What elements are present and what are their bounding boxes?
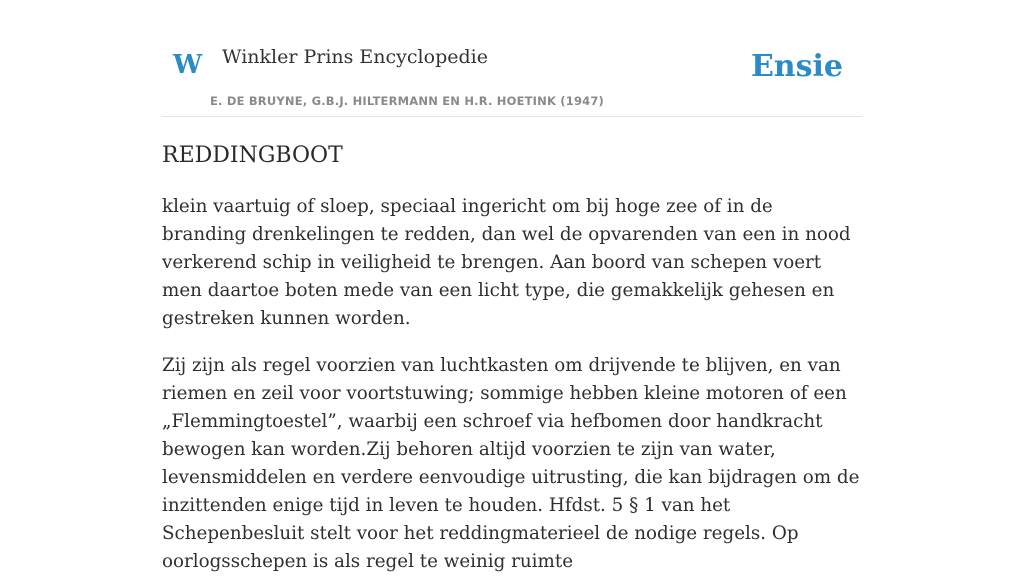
entry-paragraph: klein vaartuig of sloep, speciaal ingericht om bij hoge zee of in de branding drenkelingen te redden, dan wel de opvarenden van een in nood verkerend schip in veiligheid te brengen. Aan boord van schepen voert men daartoe boten mede van een licht type, die gemakkelijk gehesen en gestreken kunnen worden. bbox=[162, 196, 851, 330]
encyclopedia-title[interactable]: Winkler Prins Encyclopedie bbox=[222, 46, 488, 68]
entry-body bbox=[162, 193, 862, 576]
authors-line: E. DE BRUYNE, G.B.J. HILTERMANN EN H.R. HOETINK (1947) bbox=[210, 94, 605, 108]
entry-paragraph: Zij zijn als regel voorzien van luchtkasten om drijvende te blijven, en van riemen en zeil voor voortstuwing; sommige hebben kleine motoren of een „Flemmingtoestel”, waarbij een schroef via hefbomen door handkracht bewogen kan worden.Zij behoren altijd voorzien te zijn van water, levensmiddelen en verdere eenvoudige uitrusting, die kan bijdragen om de inzittenden enige tijd in leven te houden. Hfdst. 5 § 1 van het Schepenbesluit stelt voor het reddingmaterieel de nodige regels. Op oorlogsschepen is als regel te weinig ruimte bbox=[162, 355, 860, 573]
page-header bbox=[162, 0, 862, 117]
entry-page bbox=[162, 0, 862, 573]
winkler-prins-logo[interactable]: W bbox=[173, 50, 203, 80]
entry-title: REDDINGBOOT bbox=[162, 143, 343, 168]
ensie-logo[interactable]: Ensie bbox=[750, 49, 843, 84]
